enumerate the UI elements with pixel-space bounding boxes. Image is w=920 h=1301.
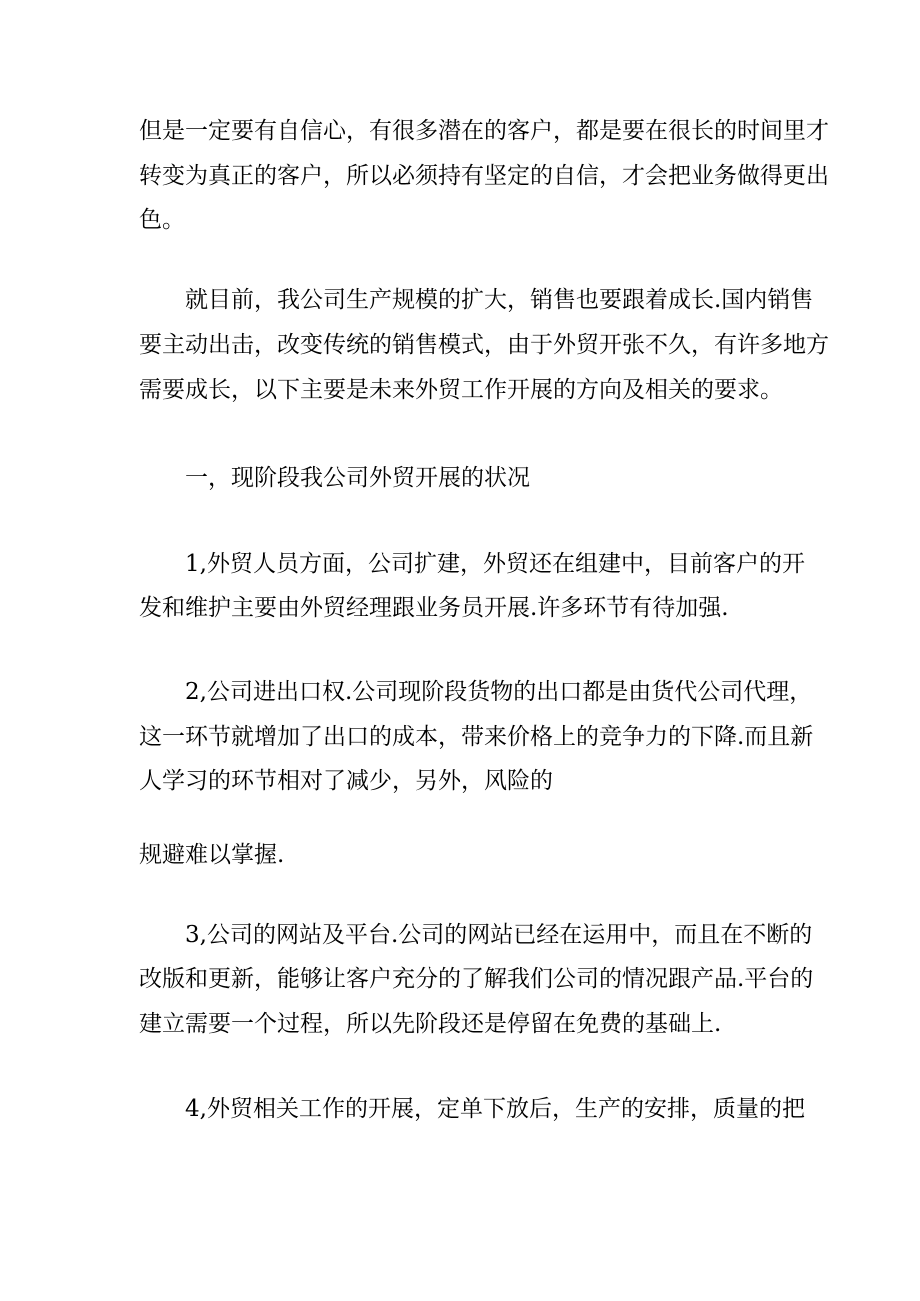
list-item-line: 2,公司进出口权.公司现阶段货物的出口都是由货代公司代理， [185, 679, 813, 705]
list-item-line: 4,外贸相关工作的开展，定单下放后，生产的安排，质量的把 [185, 1096, 805, 1122]
paragraph-line: 需要成长，以下主要是未来外贸工作开展的方向及相关的要求。 [139, 377, 783, 403]
paragraph-line: 转变为真正的客户，所以必须持有坚定的自信，才会把业务做得更出 [139, 163, 829, 189]
list-item-line: 这一环节就增加了出口的成本，带来价格上的竞争力的下降.而且新 [139, 724, 814, 750]
list-item-line: 规避难以掌握. [139, 842, 285, 868]
list-item-line: 3,公司的网站及平台.公司的网站已经在运用中，而且在不断的 [185, 922, 813, 948]
list-item-line: 改版和更新，能够让客户充分的了解我们公司的情况跟产品.平台的 [139, 966, 814, 992]
list-item-line: 建立需要一个过程，所以先阶段还是停留在免费的基础上. [139, 1011, 722, 1037]
list-item-line: 1,外贸人员方面，公司扩建，外贸还在组建中，目前客户的开 [185, 551, 805, 577]
paragraph-line: 但是一定要有自信心，有很多潜在的客户，都是要在很长的时间里才 [139, 118, 829, 144]
section-heading: 一，现阶段我公司外贸开展的状况 [185, 465, 530, 491]
paragraph-line: 要主动出击，改变传统的销售模式，由于外贸开张不久，有许多地方 [139, 332, 829, 358]
paragraph-line: 色。 [139, 207, 185, 233]
list-item-line: 人学习的环节相对了减少，另外，风险的 [139, 768, 553, 794]
list-item-line: 发和维护主要由外贸经理跟业务员开展.许多环节有待加强. [139, 595, 729, 621]
paragraph-line: 就目前，我公司生产规模的扩大，销售也要跟着成长.国内销售 [185, 287, 814, 313]
